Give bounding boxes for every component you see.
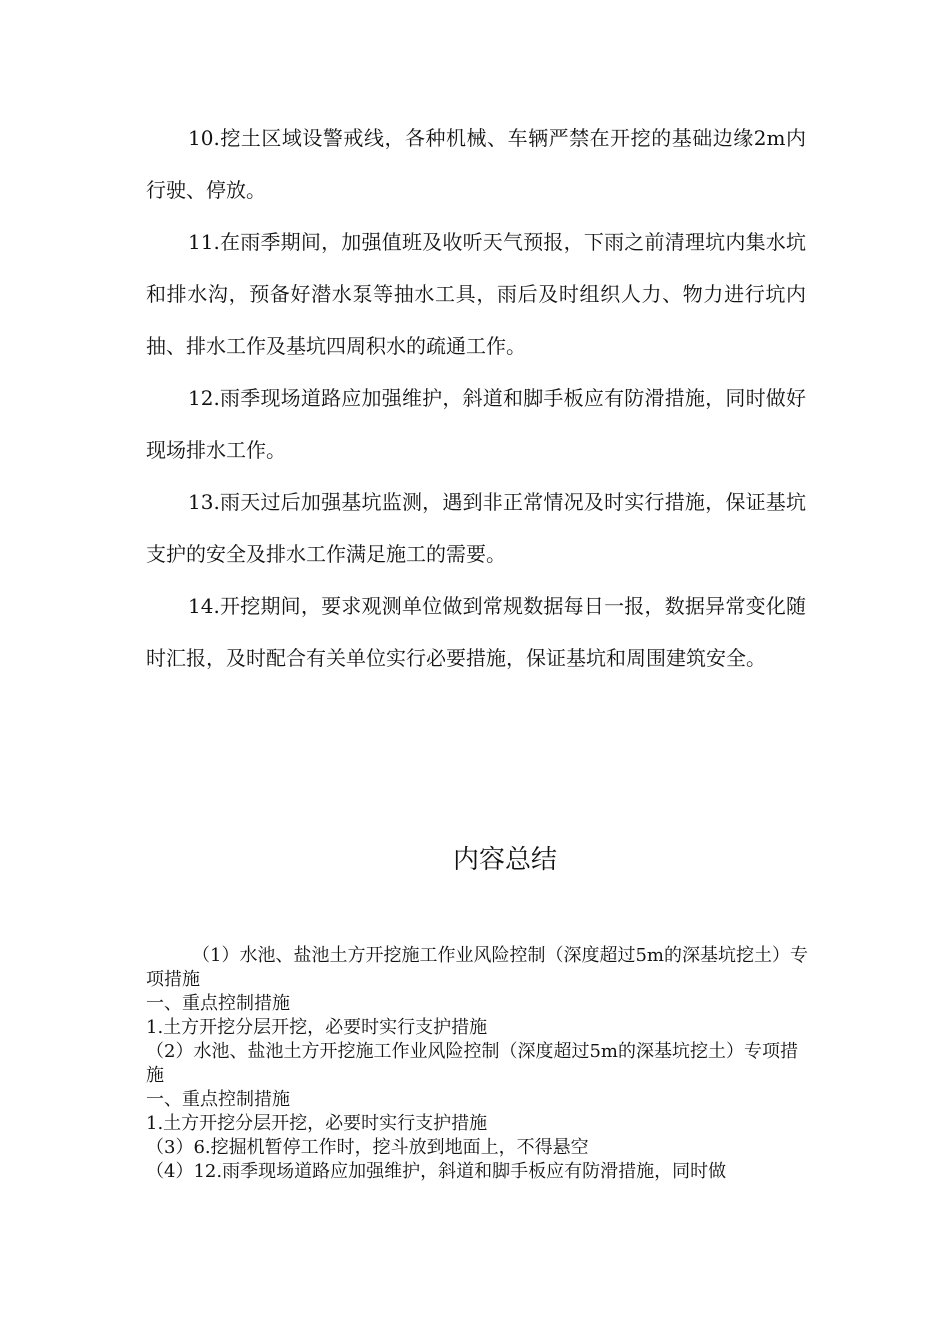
paragraph-14: 14.开挖期间，要求观测单位做到常规数据每日一报，数据异常变化随时汇报，及时配合有关单位实行必要措施，保证基坑和周围建筑安全。: [146, 594, 806, 670]
body-text: [146, 112, 806, 684]
paragraph-10: 10.挖土区域设警戒线，各种机械、车辆严禁在开挖的基础边缘2m内行驶、停放。: [146, 126, 806, 202]
paragraph-11: 11.在雨季期间，加强值班及收听天气预报，下雨之前清理坑内集水坑和排水沟，预备好潜水泵等抽水工具，雨后及时组织人力、物力进行坑内抽、排水工作及基坑四周积水的疏通工作。: [146, 230, 806, 358]
paragraph-13: 13.雨天过后加强基坑监测，遇到非正常情况及时实行措施，保证基坑支护的安全及排水工作满足施工的需要。: [146, 490, 806, 566]
summary-line: 1.土方开挖分层开挖，必要时实行支护措施: [146, 1113, 488, 1134]
summary-line: （4）12.雨季现场道路应加强维护，斜道和脚手板应有防滑措施，同时做: [146, 1161, 727, 1182]
summary-line: （3）6.挖掘机暂停工作时，挖斗放到地面上，不得悬空: [146, 1137, 589, 1158]
summary-line: （1）水池、盐池土方开挖施工作业风险控制（深度超过5m的深基坑挖土）专项措施: [146, 945, 808, 990]
summary-line: 一、重点控制措施: [146, 1089, 290, 1110]
summary-line: 1.土方开挖分层开挖，必要时实行支护措施: [146, 1017, 488, 1038]
summary-line: （2）水池、盐池土方开挖施工作业风险控制（深度超过5m的深基坑挖土）专项措施: [146, 1041, 798, 1086]
summary-title: 内容总结: [452, 845, 557, 875]
summary-section: [146, 944, 808, 1184]
paragraph-12: 12.雨季现场道路应加强维护，斜道和脚手板应有防滑措施，同时做好现场排水工作。: [146, 386, 806, 462]
summary-line: 一、重点控制措施: [146, 993, 290, 1014]
